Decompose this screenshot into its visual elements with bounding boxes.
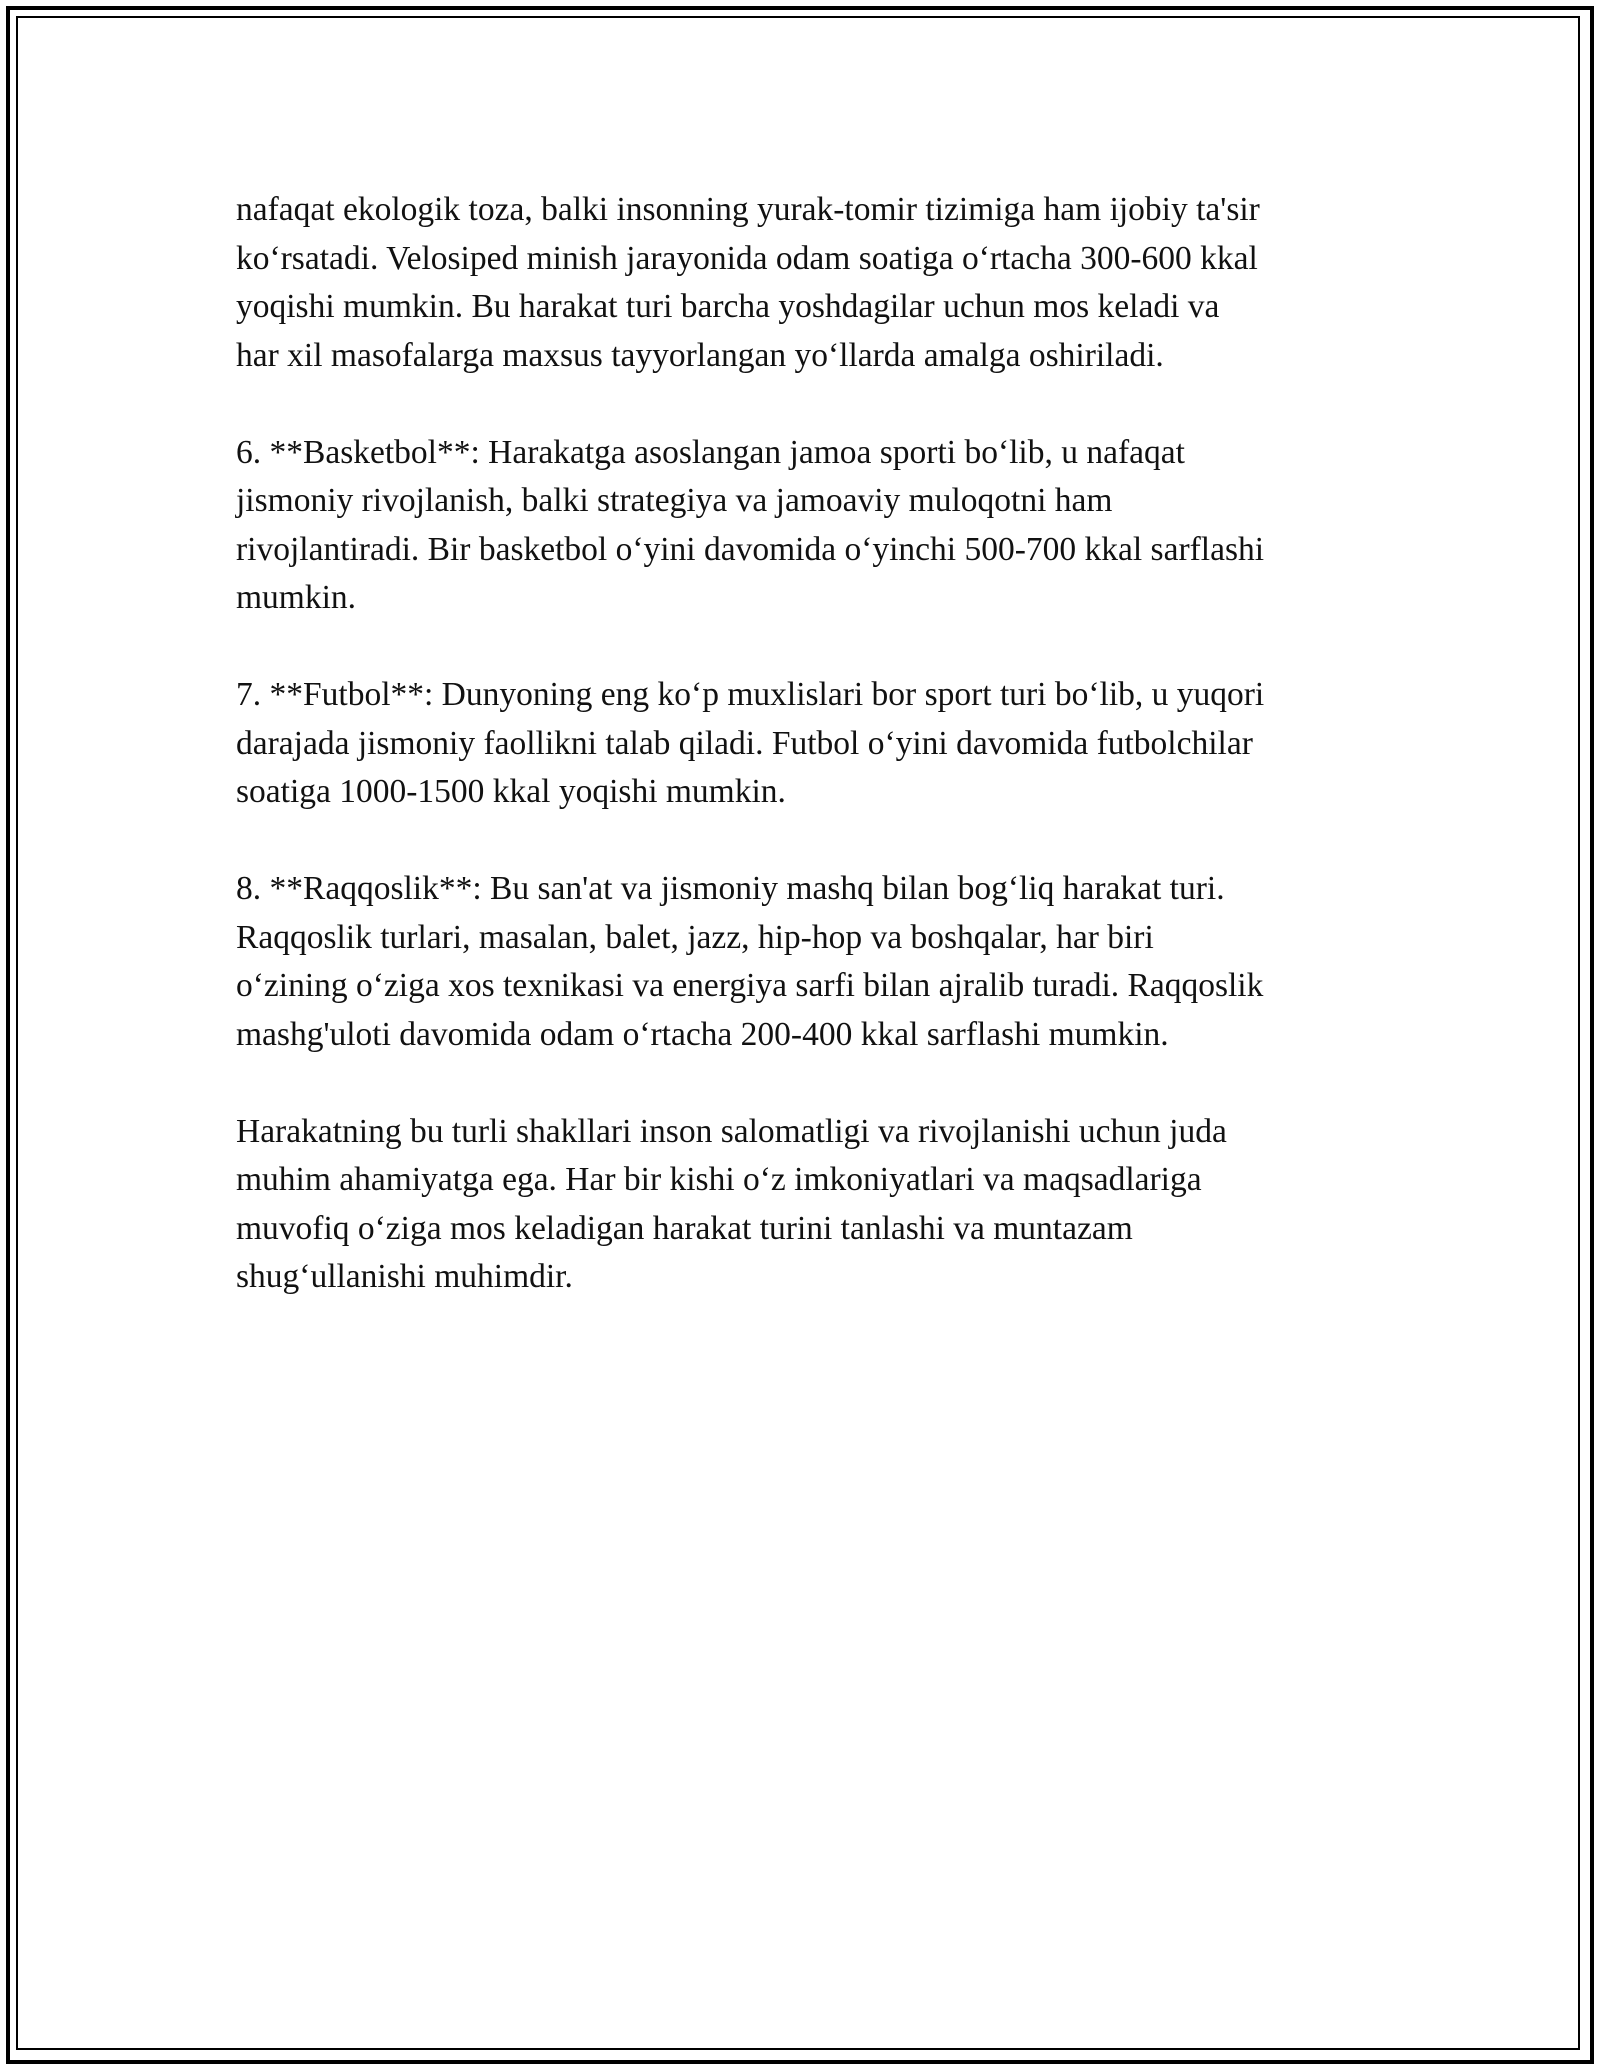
text-line: mumkin. — [236, 579, 357, 616]
text-line: mashg'uloti davomida odam o‘rtacha 200-400 kkal sarflashi mumkin. — [236, 1015, 1169, 1053]
paragraph-basketball — [236, 429, 1386, 623]
text-line: muhim ahamiyatga ega. Har bir kishi o‘z imkoniyatlari va maqsadlariga — [236, 1161, 1202, 1198]
paragraph-conclusion — [236, 1108, 1386, 1302]
text-line: ko‘rsatadi. Velosiped minish jarayonida odam soatiga o‘rtacha 300-600 kkal — [236, 239, 1258, 277]
text-line: 7. **Futbol**: Dunyoning eng ko‘p muxlislari bor sport turi bo‘lib, u yuqori — [236, 676, 1265, 713]
paragraph-football — [236, 671, 1386, 817]
paragraph-cycling-continued — [236, 186, 1386, 380]
text-line: darajada jismoniy faollikni talab qiladi. Futbol o‘yini davomida futbolchilar — [236, 724, 1253, 762]
text-line: jismoniy rivojlanish, balki strategiya va jamoaviy muloqotni ham — [236, 482, 1113, 519]
text-line: 8. **Raqqoslik**: Bu san'at va jismoniy mashq bilan bog‘liq harakat turi. — [236, 870, 1225, 907]
paragraph-dancing — [236, 865, 1386, 1059]
text-line: muvofiq o‘ziga mos keladigan harakat turini tanlashi va muntazam — [236, 1209, 1133, 1247]
text-line: rivojlantiradi. Bir basketbol o‘yini davomida o‘yinchi 500-700 kkal sarflashi — [236, 530, 1265, 568]
text-line: Raqqoslik turlari, masalan, balet, jazz, hip-hop va boshqalar, har biri — [236, 918, 1154, 956]
text-line: Harakatning bu turli shakllari inson salomatligi va rivojlanishi uchun juda — [236, 1112, 1227, 1150]
text-line: har xil masofalarga maxsus tayyorlangan yo‘llarda amalga oshiriladi. — [236, 336, 1164, 374]
text-line: o‘zining o‘ziga xos texnikasi va energiya sarfi bilan ajralib turadi. Raqqoslik — [236, 967, 1264, 1004]
document-body — [236, 186, 1386, 1350]
text-line: yoqishi mumkin. Bu harakat turi barcha yoshdagilar uchun mos keladi va — [236, 288, 1220, 325]
text-line: soatiga 1000-1500 kkal yoqishi mumkin. — [236, 773, 786, 810]
text-line: shug‘ullanishi muhimdir. — [236, 1258, 573, 1295]
text-line: 6. **Basketbol**: Harakatga asoslangan jamoa sporti bo‘lib, u nafaqat — [236, 433, 1185, 471]
text-line: nafaqat ekologik toza, balki insonning yurak-tomir tizimiga ham ijobiy ta'sir — [236, 191, 1260, 228]
